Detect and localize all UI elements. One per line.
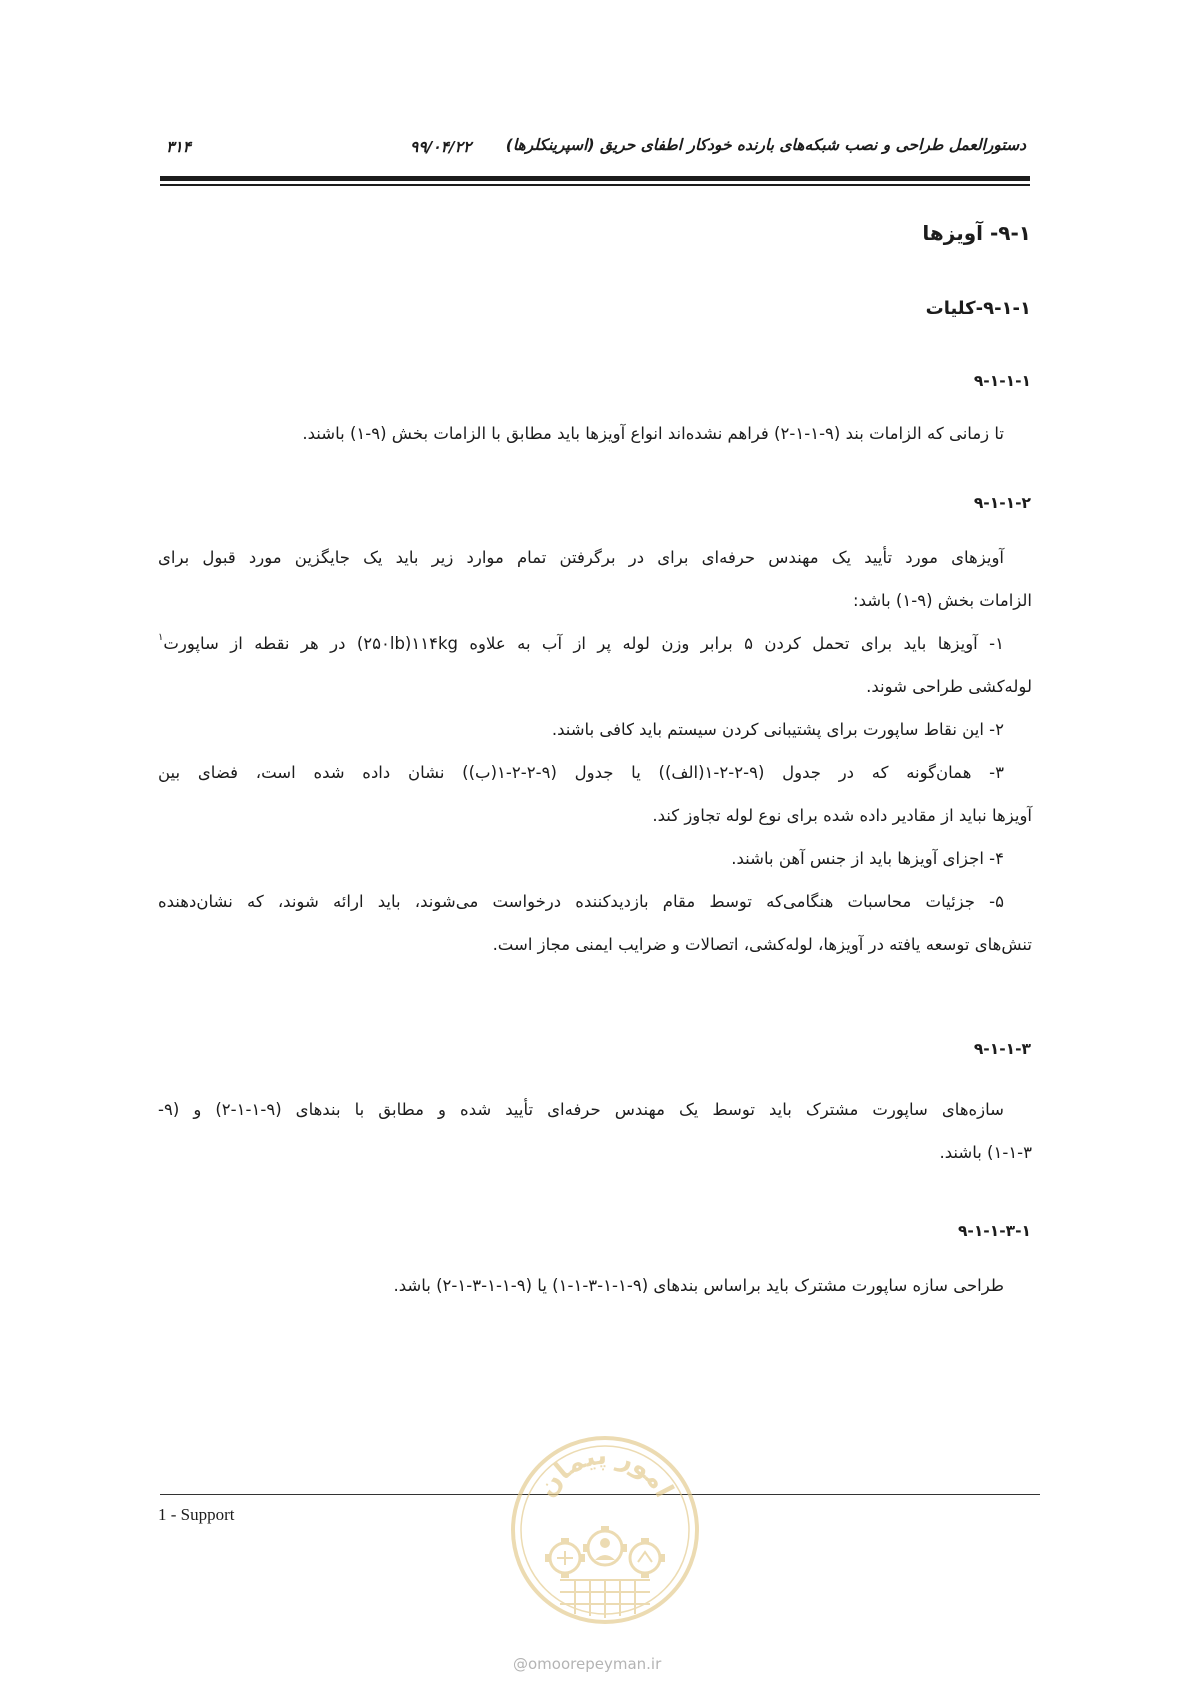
list-item-4: ۴- اجزای آویزها باید از جنس آهن باشند.: [731, 849, 1004, 868]
page-header: [160, 132, 1030, 168]
header-date: ۹۹/۰۴/۲۲: [410, 138, 472, 156]
footnote-text: 1 - Support: [158, 1505, 235, 1524]
list-item-3-line-1: ۳- همان‌گونه که در جدول (۹-۲-۲-۱(الف)) یا جدول (۹-۲-۲-۱(ب)) نشان داده شده است، فضای بین: [158, 763, 1004, 782]
clause-text-9-1-1-2: [158, 536, 1032, 966]
watermark-logo-text: امور پیمان: [531, 1440, 679, 1503]
unit-value-lb: (۲۵۰lb): [356, 634, 412, 653]
clause-text-9-1-1-3-1: [158, 1264, 1032, 1307]
clause-number-9-1-1-3: ۹-۱-۱-۳: [973, 1040, 1031, 1058]
clause-text-9-1-1-3: [158, 1088, 1032, 1174]
list-item-text: ۱- آویزها باید برای تحمل کردن ۵ برابر وزن لوله پر از آب به علاوه: [458, 634, 1004, 653]
paragraph-line: الزامات بخش (۹-۱) باشد:: [853, 591, 1032, 610]
list-item-1-line-2: لوله‌کشی طراحی شوند.: [866, 677, 1032, 696]
header-rule-thin: [160, 184, 1030, 186]
paragraph-line: آویزهای مورد تأیید یک مهندس حرفه‌ای برای در برگرفتن تمام موارد زیر باید یک جایگزین مورد قبول برای: [158, 548, 1004, 567]
paragraph-line: تا زمانی که الزامات بند (۹-۱-۱-۲) فراهم نشده‌اند انواع آویزها باید مطابق با الزامات بخش (۹-۱) باشند.: [302, 424, 1004, 443]
list-item-5-line-1: ۵- جزئیات محاسبات هنگامی‌که توسط مقام بازدیدکننده درخواست می‌شوند، باید ارائه شوند، که نشان‌دهنده: [158, 892, 1004, 911]
list-item-1-line-1: [158, 622, 1032, 665]
header-title: دستورالعمل طراحی و نصب شبکه‌های بارنده خودکار اطفای حریق (اسپرینکلرها): [505, 136, 1026, 154]
list-item-2: ۲- این نقاط ساپورت برای پشتیبانی کردن سیستم باید کافی باشند.: [551, 720, 1004, 739]
unit-value-kg: ۱۱۴kg: [411, 634, 458, 653]
page-number: ۳۱۴: [166, 138, 191, 156]
clause-number-9-1-1-3-1: ۹-۱-۱-۳-۱: [957, 1222, 1031, 1240]
section-heading-9-1: ۹-۱- آویزها: [922, 221, 1031, 245]
footnote-marker[interactable]: ۱: [158, 632, 164, 643]
omoorepeyman-logo-icon: [505, 1430, 705, 1630]
list-item-5-line-2: تنش‌های توسعه یافته در آویزها، لوله‌کشی، اتصالات و ضرایب ایمنی مجاز است.: [492, 935, 1032, 954]
section-heading-9-1-1: ۹-۱-۱-کلیات: [925, 298, 1031, 319]
clause-number-9-1-1-1: ۹-۱-۱-۱: [973, 372, 1031, 390]
paragraph-line: سازه‌های ساپورت مشترک باید توسط یک مهندس حرفه‌ای تأیید شده و مطابق با بندهای (۹-۱-۱-۲) و (۹-: [158, 1100, 1004, 1119]
list-item-text: در هر نقطه از ساپورت: [163, 634, 357, 653]
list-item-3-line-2: آویزها نباید از مقادیر داده شده برای نوع لوله تجاوز کند.: [652, 806, 1032, 825]
clause-number-9-1-1-2: ۹-۱-۱-۲: [973, 494, 1031, 512]
paragraph-line: ۱-۱-۳) باشند.: [939, 1143, 1032, 1162]
watermark-url: @omoorepeyman.ir: [513, 1655, 662, 1673]
header-rule-thick: [160, 176, 1030, 181]
paragraph-line: طراحی سازه ساپورت مشترک باید براساس بندهای (۹-۱-۱-۳-۱-۱) یا (۹-۱-۱-۳-۱-۲) باشد.: [393, 1276, 1004, 1295]
clause-text-9-1-1-1: [158, 412, 1032, 455]
